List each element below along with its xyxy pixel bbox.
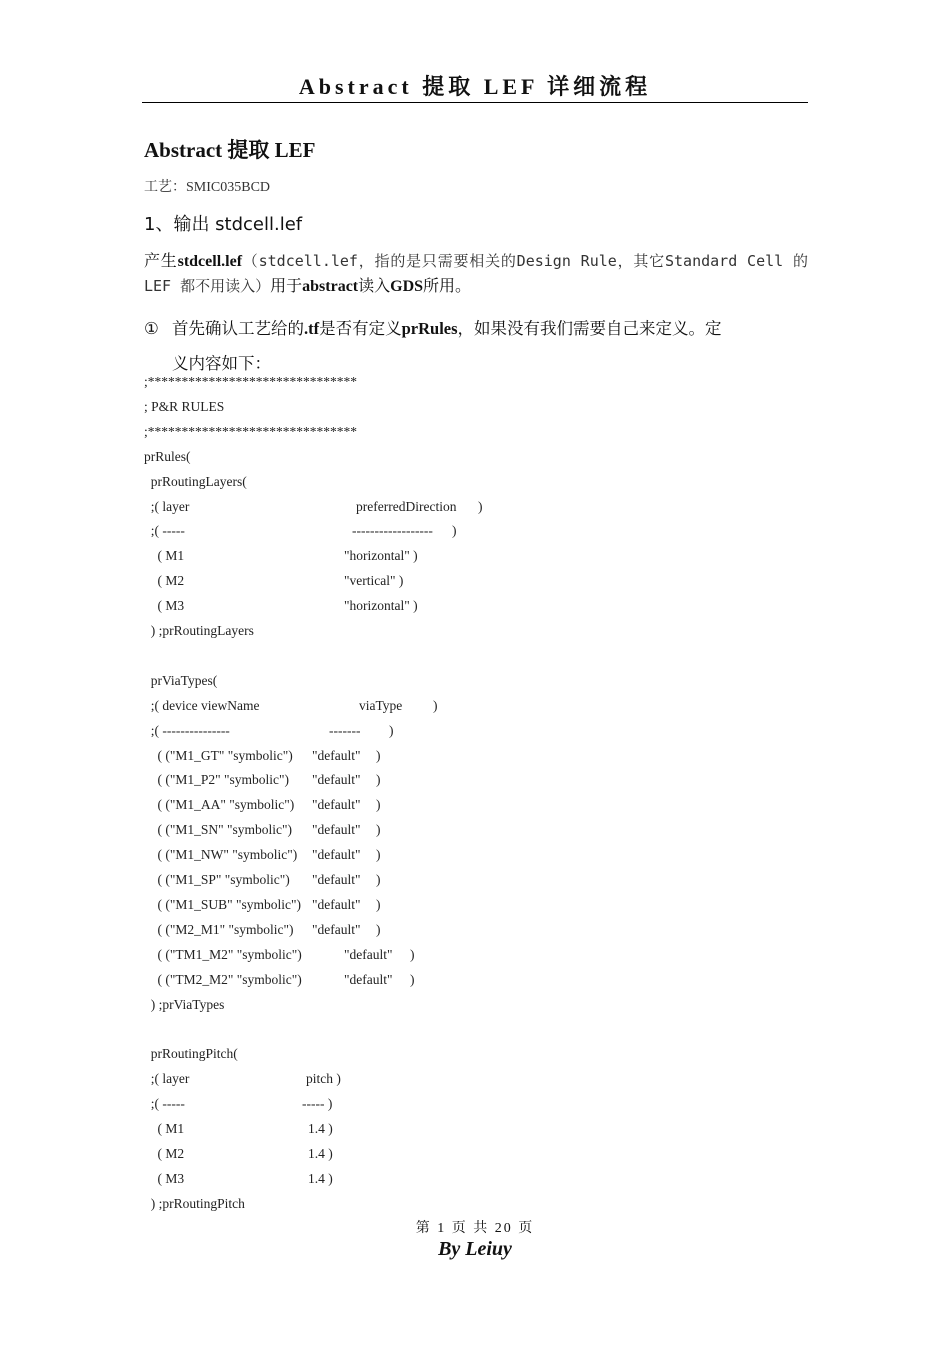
code-cell: ( M1 (144, 548, 185, 564)
para-text: 用于 (270, 278, 303, 295)
code-cell: ( ("M1_AA" "symbolic") (144, 797, 295, 813)
code-cell: ) (376, 921, 381, 937)
code-cell: ;******************************* (144, 374, 358, 389)
code-cell: 1.4 ) (308, 1170, 333, 1186)
intro-paragraph (144, 249, 808, 299)
code-cell: ( M1 (144, 1121, 185, 1136)
code-cell: ------- (329, 722, 361, 738)
code-cell: ( ("M2_M1" "symbolic") (144, 921, 294, 937)
code-cell: viaType (359, 697, 403, 713)
code-cell: prRules( (144, 448, 191, 464)
code-cell: "horizontal" ) (344, 598, 418, 614)
code-cell: ( ("M1_P2" "symbolic") (144, 772, 290, 788)
para-text: 读入 (358, 278, 391, 295)
step-bold-prrules: prRules (401, 319, 458, 338)
code-cell: ;******************************* (144, 423, 358, 439)
code-cell: ( ("M1_GT" "symbolic") (144, 747, 293, 763)
code-cell: prRoutingPitch( (144, 1046, 238, 1062)
code-cell: ) (376, 747, 381, 763)
code-cell: 1.4 ) (308, 1145, 333, 1161)
code-cell: "default" (344, 971, 393, 987)
subsection-title: 1、输出 stdcell.lef (144, 214, 303, 235)
code-cell: ) (410, 946, 415, 962)
code-cell: ( M2 (144, 1145, 185, 1161)
code-cell: ( ("M1_SP" "symbolic") (144, 872, 290, 887)
code-cell: "vertical" ) (344, 573, 404, 589)
para-bold-gds: GDS (390, 278, 424, 295)
step-text: 是否有定义 (319, 319, 402, 338)
code-cell: ( ("M1_SN" "symbolic") (144, 822, 293, 838)
page-number: 第 1 页 共 20 页 (415, 1221, 535, 1236)
code-cell: ( ("M1_SUB" "symbolic") (144, 896, 302, 912)
code-cell: ----- ) (302, 1096, 333, 1112)
code-cell: ( M3 (144, 598, 185, 614)
code-cell: ( ("TM2_M2" "symbolic") (144, 971, 302, 987)
code-cell: ) ;prRoutingPitch (144, 1195, 245, 1211)
code-cell: "horizontal" ) (344, 548, 418, 564)
code-cell: ) (452, 523, 457, 539)
code-cell: "default" (312, 797, 361, 813)
code-cell: ) (376, 822, 381, 838)
step-text-continued: 义内容如下： (172, 354, 271, 373)
code-cell: ;( layer (144, 1071, 190, 1087)
code-cell: ) ;prViaTypes (144, 996, 225, 1012)
code-cell: ) (376, 847, 381, 863)
step-text: 首先确认工艺给的 (172, 319, 304, 338)
step-1-paragraph (144, 311, 808, 381)
code-cell: ;( --------------- (144, 722, 230, 738)
code-cell: "default" (312, 772, 361, 788)
para-text: 产生 (144, 253, 178, 270)
code-cell: "default" (312, 921, 361, 937)
code-cell: ;( layer (144, 498, 190, 514)
code-cell: ( M2 (144, 573, 185, 589)
code-cell: ) (376, 872, 381, 887)
code-cell: ) (478, 498, 483, 514)
code-cell: "default" (312, 872, 361, 887)
step-text: ，如果没有我们需要自己来定义。定 (457, 319, 722, 338)
para-bold-stdcell: stdcell.lef (177, 253, 243, 270)
code-cell: pitch ) (306, 1071, 341, 1087)
page-header-title: Abstract 提取 LEF 详细流程 (298, 74, 652, 99)
section-title: Abstract 提取 LEF (144, 138, 316, 162)
code-cell: 1.4 ) (308, 1121, 333, 1136)
code-cell: ) (376, 772, 381, 788)
process-line: 工艺：SMIC035BCD (144, 180, 271, 195)
code-cell: ;( device viewName (144, 697, 260, 713)
code-cell: ) ;prRoutingLayers (144, 623, 254, 638)
para-mono-note: （stdcell.lef，指的是只需要相关的Design Rule，其它Standard Cell 的LEF 都不用读入） (144, 252, 808, 295)
step-number: ① (144, 319, 159, 338)
code-cell: "default" (312, 747, 361, 763)
code-cell: "default" (344, 946, 393, 962)
code-cell: ) (410, 971, 415, 987)
para-text: 所用。 (423, 278, 472, 295)
code-cell: ) (433, 697, 438, 713)
step-bold-tf: .tf (304, 319, 320, 338)
code-cell: ;( ----- (144, 1096, 185, 1112)
code-cell: "default" (312, 822, 361, 838)
code-cell: preferredDirection (356, 498, 457, 514)
code-cell: ) (389, 722, 394, 738)
code-cell: "default" (312, 847, 361, 863)
code-cell: "default" (312, 896, 361, 912)
code-cell: ;( ----- (144, 523, 185, 539)
code-cell: ( ("M1_NW" "symbolic") (144, 847, 298, 863)
para-bold-abstract: abstract (302, 278, 359, 295)
header-divider (142, 102, 808, 103)
code-cell: ; P&R RULES (144, 398, 225, 414)
code-cell: ) (376, 896, 381, 912)
code-cell: ( ("TM1_M2" "symbolic") (144, 946, 302, 962)
code-cell: prRoutingLayers( (144, 473, 247, 489)
code-cell: ( M3 (144, 1170, 185, 1186)
code-cell: ) (376, 797, 381, 813)
code-cell: ------------------ (352, 523, 433, 539)
code-cell: prViaTypes( (144, 672, 218, 688)
author-signature: By Leiuy (438, 1238, 512, 1260)
